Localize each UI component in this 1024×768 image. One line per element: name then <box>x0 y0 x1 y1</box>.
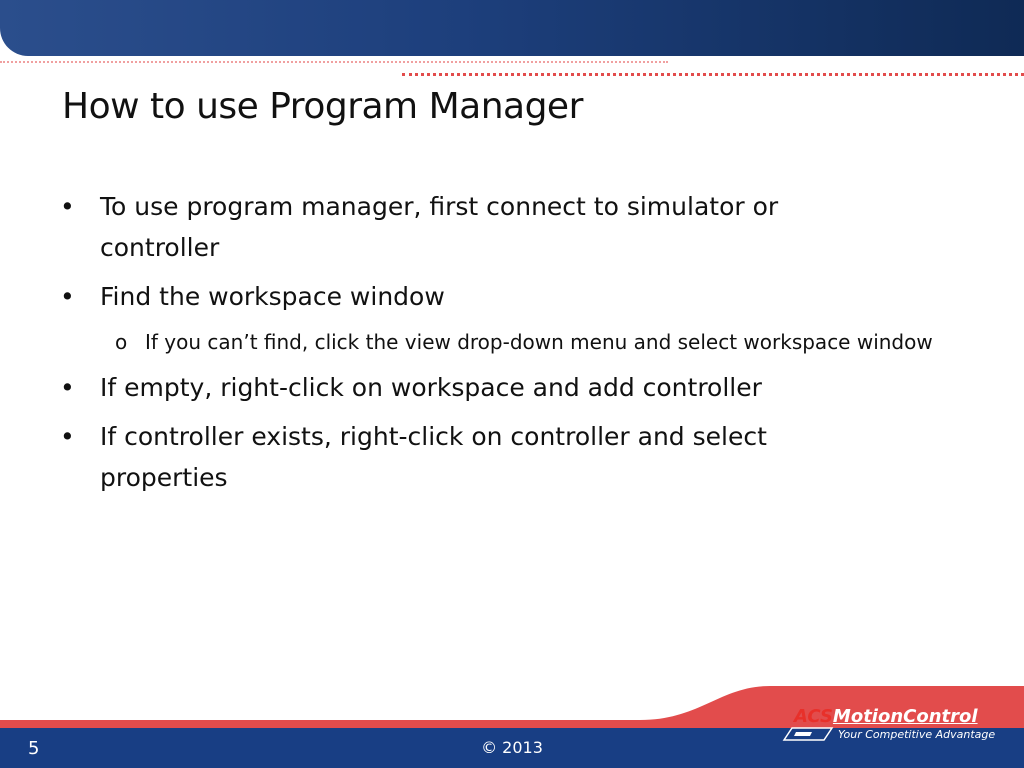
logo-text: ACSMotionControl <box>794 706 978 727</box>
bullet-item <box>60 276 860 317</box>
company-logo <box>782 706 996 746</box>
bullet-item <box>60 186 860 268</box>
top-banner <box>0 0 1024 56</box>
bullet-dot-icon: • <box>60 192 75 221</box>
slide-content <box>60 186 980 506</box>
bullet-text: Find the workspace window <box>100 282 445 311</box>
bullet-item <box>60 367 860 408</box>
logo-mark-icon <box>782 726 834 742</box>
bullet-text: If controller exists, right-click on controller and select properties <box>100 422 767 492</box>
logo-tagline: Your Competitive Advantage <box>838 728 996 741</box>
bullet-dot-icon: • <box>60 422 75 451</box>
bullet-circle-icon: o <box>115 330 128 354</box>
slide-title: How to use Program Manager <box>62 86 583 127</box>
bullet-item <box>60 416 860 498</box>
dotted-rule-accent <box>402 73 1024 76</box>
sub-bullet-text: If you can’t find, click the view drop-down menu and select workspace window <box>145 330 933 354</box>
sub-bullet-item <box>115 325 965 359</box>
dotted-rule-top <box>0 61 668 63</box>
page-number: 5 <box>28 738 40 759</box>
bullet-text: If empty, right-click on workspace and add controller <box>100 373 762 402</box>
copyright-text: © 2013 <box>481 738 543 757</box>
bullet-text: To use program manager, first connect to simulator or controller <box>100 192 779 262</box>
bullet-dot-icon: • <box>60 373 75 402</box>
bullet-dot-icon: • <box>60 282 75 311</box>
